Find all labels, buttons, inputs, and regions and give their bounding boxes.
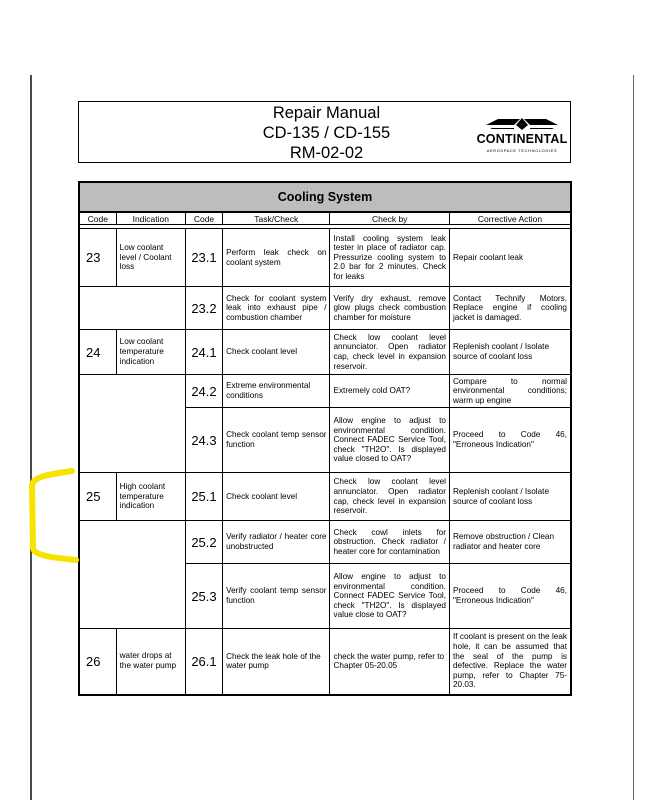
corrective-action: Proceed to Code 46, "Erroneous Indication": [449, 408, 571, 473]
page-edge-right: [633, 75, 634, 800]
corrective-action: Remove obstruction / Clean radiator and heater core: [449, 521, 571, 564]
task-check: Perform leak check on coolant system: [223, 229, 330, 287]
sub-code: 25.1: [185, 473, 222, 521]
corrective-action: If coolant is present on the leak hole, it can be assumed that the seal of the pump is defective. Replace the water pump, refer to Chapter 75-20.03.: [449, 629, 571, 695]
sub-code: 24.1: [185, 330, 222, 375]
check-by: Check cowl inlets for obstruction. Check radiator / heater core for contamination: [330, 521, 449, 564]
check-by: Allow engine to adjust to environmental condition. Connect FADEC Service Tool, check "TH2O". Is displayed value close to OAT?: [330, 564, 449, 629]
section-title: Cooling System: [79, 182, 571, 212]
table-row: [79, 473, 571, 521]
document-header: [78, 101, 571, 163]
check-by: Install cooling system leak tester in place of radiator cap. Pressurize cooling system to 2.0 bar for 2 minutes. Check for leaks: [330, 229, 449, 287]
indication: Low coolant temperature indication: [116, 330, 185, 375]
task-check: Verify radiator / heater core unobstructed: [223, 521, 330, 564]
corrective-action: Repair coolant leak: [449, 229, 571, 287]
task-check: Check coolant level: [223, 473, 330, 521]
manual-title: Repair Manual: [272, 104, 381, 122]
check-by: Allow engine to adjust to environmental condition. Connect FADEC Service Tool, check "TH2O". Is displayed value closed to OAT?: [330, 408, 449, 473]
task-check: Verify coolant temp sensor function: [223, 564, 330, 629]
col-task-check: Task/Check: [223, 212, 330, 225]
corrective-action: Replenish coolant / Isolate source of coolant loss: [449, 330, 571, 375]
fault-code: 26: [79, 629, 116, 695]
task-check: Check coolant level: [223, 330, 330, 375]
sub-code: 24.2: [185, 375, 222, 408]
corrective-action: Replenish coolant / Isolate source of coolant loss: [449, 473, 571, 521]
indication: water drops at the water pump: [116, 629, 185, 695]
sub-code: 24.3: [185, 408, 222, 473]
table-row: [79, 287, 571, 330]
col-code: Code: [79, 212, 116, 225]
sub-code: 25.3: [185, 564, 222, 629]
check-by: Extremely cold OAT?: [330, 375, 449, 408]
indication: Low coolant level / Coolant loss: [116, 229, 185, 287]
document-number: RM-02-02: [289, 144, 364, 162]
logo-wordmark: CONTINENTAL: [476, 132, 568, 146]
check-by: Check low coolant level annunciator. Open radiator cap, check level in expansion reservoir.: [330, 330, 449, 375]
col-corrective-action: Corrective Action: [449, 212, 571, 225]
check-by: Check low coolant level annunciator. Open radiator cap, check level in expansion reservoir.: [330, 473, 449, 521]
table-row: [79, 229, 571, 287]
corrective-action: Proceed to Code 46, "Erroneous Indication": [449, 564, 571, 629]
fault-code: 23: [79, 229, 116, 287]
engine-models: CD-135 / CD-155: [262, 124, 391, 142]
yellow-bracket-annotation: [0, 0, 120, 580]
corrective-action: Contact Technify Motors. Replace engine if cooling jacket is damaged.: [449, 287, 571, 330]
fault-code: 24: [79, 330, 116, 375]
task-check: Check the leak hole of the water pump: [223, 629, 330, 695]
table-row: [79, 375, 571, 408]
sub-code: 23.1: [185, 229, 222, 287]
task-check: Extreme environmental conditions: [223, 375, 330, 408]
task-check: Check coolant temp sensor function: [223, 408, 330, 473]
continental-logo: [474, 116, 570, 158]
wings-icon: [474, 116, 570, 132]
table-row: [79, 521, 571, 564]
table-row: [79, 629, 571, 695]
corrective-action: Compare to normal environmental conditions; warm up engine: [449, 375, 571, 408]
sub-code: 23.2: [185, 287, 222, 330]
task-check: Check for coolant system leak into exhaust pipe / combustion chamber: [223, 287, 330, 330]
sub-code: 25.2: [185, 521, 222, 564]
logo-subtitle: AEROSPACE TECHNOLOGIES: [486, 148, 558, 153]
column-header-row: [79, 212, 571, 225]
check-by: check the water pump, refer to Chapter 05-20.05: [330, 629, 449, 695]
col-check-by: Check by: [330, 212, 449, 225]
sub-code: 26.1: [185, 629, 222, 695]
col-sub-code: Code: [185, 212, 222, 225]
table-row: [79, 330, 571, 375]
indication: High coolant temperature indication: [116, 473, 185, 521]
check-by: Verify dry exhaust, remove glow plugs check combustion chamber for moisture: [330, 287, 449, 330]
cooling-system-table: [78, 181, 572, 696]
fault-code: 25: [79, 473, 116, 521]
col-indication: Indication: [116, 212, 185, 225]
